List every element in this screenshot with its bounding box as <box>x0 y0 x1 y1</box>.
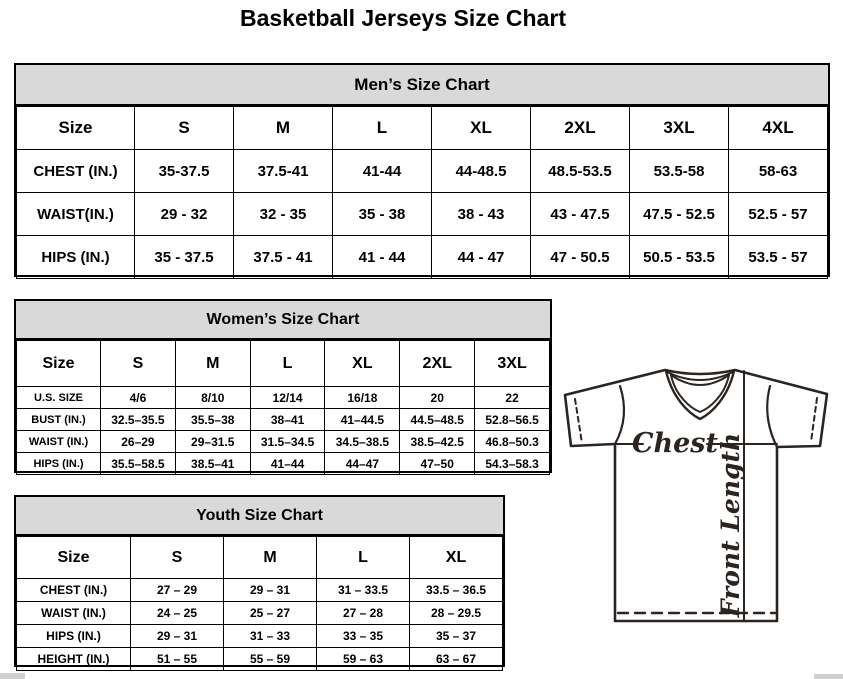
value-cell: 38–41 <box>250 409 325 431</box>
size-header-row <box>17 537 503 579</box>
row-label: HIPS (IN.) <box>17 236 135 279</box>
value-cell: 35 - 38 <box>333 193 432 236</box>
value-cell: 16/18 <box>325 387 400 409</box>
value-cell: 8/10 <box>175 387 250 409</box>
value-cell: 46.8–50.3 <box>475 431 550 453</box>
value-cell: 59 – 63 <box>317 648 410 671</box>
value-cell: 35.5–58.5 <box>101 453 176 475</box>
scrollbar-fragment-right <box>814 674 843 679</box>
column-header: 2XL <box>400 341 475 387</box>
column-header: S <box>135 107 234 150</box>
value-cell: 34.5–38.5 <box>325 431 400 453</box>
value-cell: 63 – 67 <box>410 648 503 671</box>
column-header: S <box>101 341 176 387</box>
value-cell: 58-63 <box>729 150 828 193</box>
value-cell: 24 – 25 <box>131 602 224 625</box>
value-cell: 41–44.5 <box>325 409 400 431</box>
value-cell: 37.5-41 <box>234 150 333 193</box>
value-cell: 29 – 31 <box>224 579 317 602</box>
value-cell: 22 <box>475 387 550 409</box>
value-cell: 50.5 - 53.5 <box>630 236 729 279</box>
value-cell: 44–47 <box>325 453 400 475</box>
womens-size-chart <box>14 299 552 473</box>
value-cell: 4/6 <box>101 387 176 409</box>
measurement-row <box>17 150 828 193</box>
measurement-row <box>17 648 503 671</box>
mens-chart-title: Men’s Size Chart <box>16 65 828 106</box>
row-label: BUST (IN.) <box>17 409 101 431</box>
front-length-label: Front Length <box>716 432 745 618</box>
measurement-row <box>17 409 550 431</box>
youth-chart-title: Youth Size Chart <box>16 497 503 536</box>
column-header: S <box>131 537 224 579</box>
row-label: HIPS (IN.) <box>17 453 101 475</box>
jersey-diagram <box>550 355 843 635</box>
value-cell: 25 – 27 <box>224 602 317 625</box>
value-cell: 41–44 <box>250 453 325 475</box>
value-cell: 31.5–34.5 <box>250 431 325 453</box>
measurement-row <box>17 579 503 602</box>
youth-table <box>16 536 503 671</box>
value-cell: 32.5–35.5 <box>101 409 176 431</box>
row-label: HIPS (IN.) <box>17 625 131 648</box>
column-header: XL <box>410 537 503 579</box>
value-cell: 48.5-53.5 <box>531 150 630 193</box>
value-cell: 41 - 44 <box>333 236 432 279</box>
column-header: M <box>234 107 333 150</box>
row-label: WAIST (IN.) <box>17 602 131 625</box>
value-cell: 37.5 - 41 <box>234 236 333 279</box>
measurement-row <box>17 193 828 236</box>
size-header-label: Size <box>17 341 101 387</box>
value-cell: 29 – 31 <box>131 625 224 648</box>
size-header-row <box>17 341 550 387</box>
column-header: L <box>250 341 325 387</box>
value-cell: 29–31.5 <box>175 431 250 453</box>
size-header-label: Size <box>17 107 135 150</box>
value-cell: 31 – 33.5 <box>317 579 410 602</box>
row-label: WAIST (IN.) <box>17 431 101 453</box>
measurement-row <box>17 431 550 453</box>
row-label: CHEST (IN.) <box>17 150 135 193</box>
value-cell: 52.5 - 57 <box>729 193 828 236</box>
column-header: XL <box>325 341 400 387</box>
value-cell: 38.5–41 <box>175 453 250 475</box>
value-cell: 31 – 33 <box>224 625 317 648</box>
row-label: CHEST (IN.) <box>17 579 131 602</box>
value-cell: 44 - 47 <box>432 236 531 279</box>
value-cell: 47–50 <box>400 453 475 475</box>
measurement-row <box>17 453 550 475</box>
page-title: Basketball Jerseys Size Chart <box>239 5 566 31</box>
mens-size-chart <box>14 63 830 277</box>
value-cell: 53.5-58 <box>630 150 729 193</box>
column-header: 3XL <box>475 341 550 387</box>
value-cell: 41-44 <box>333 150 432 193</box>
scrollbar-fragment-left <box>0 673 25 679</box>
row-label: U.S. SIZE <box>17 387 101 409</box>
value-cell: 27 – 29 <box>131 579 224 602</box>
column-header: M <box>224 537 317 579</box>
measurement-row <box>17 625 503 648</box>
row-label: HEIGHT (IN.) <box>17 648 131 671</box>
value-cell: 20 <box>400 387 475 409</box>
value-cell: 38.5–42.5 <box>400 431 475 453</box>
value-cell: 26–29 <box>101 431 176 453</box>
value-cell: 38 - 43 <box>432 193 531 236</box>
youth-size-chart <box>14 495 505 667</box>
column-header: XL <box>432 107 531 150</box>
value-cell: 35-37.5 <box>135 150 234 193</box>
value-cell: 27 – 28 <box>317 602 410 625</box>
value-cell: 35 – 37 <box>410 625 503 648</box>
mens-table <box>16 106 828 279</box>
value-cell: 47.5 - 52.5 <box>630 193 729 236</box>
size-header-row <box>17 107 828 150</box>
size-header-label: Size <box>17 537 131 579</box>
value-cell: 43 - 47.5 <box>531 193 630 236</box>
value-cell: 35.5–38 <box>175 409 250 431</box>
value-cell: 44.5–48.5 <box>400 409 475 431</box>
column-header: L <box>317 537 410 579</box>
womens-chart-title: Women’s Size Chart <box>16 301 550 340</box>
column-header: L <box>333 107 432 150</box>
column-header: 4XL <box>729 107 828 150</box>
chest-label: Chest <box>632 428 718 459</box>
value-cell: 44-48.5 <box>432 150 531 193</box>
value-cell: 12/14 <box>250 387 325 409</box>
value-cell: 55 – 59 <box>224 648 317 671</box>
value-cell: 29 - 32 <box>135 193 234 236</box>
column-header: M <box>175 341 250 387</box>
value-cell: 28 – 29.5 <box>410 602 503 625</box>
value-cell: 51 – 55 <box>131 648 224 671</box>
measurement-row <box>17 602 503 625</box>
value-cell: 32 - 35 <box>234 193 333 236</box>
value-cell: 52.8–56.5 <box>475 409 550 431</box>
value-cell: 54.3–58.3 <box>475 453 550 475</box>
value-cell: 33 – 35 <box>317 625 410 648</box>
measurement-row <box>17 387 550 409</box>
value-cell: 53.5 - 57 <box>729 236 828 279</box>
value-cell: 33.5 – 36.5 <box>410 579 503 602</box>
value-cell: 47 - 50.5 <box>531 236 630 279</box>
column-header: 3XL <box>630 107 729 150</box>
column-header: 2XL <box>531 107 630 150</box>
row-label: WAIST(IN.) <box>17 193 135 236</box>
womens-table <box>16 340 550 475</box>
jersey-outline-shape <box>565 370 827 621</box>
measurement-row <box>17 236 828 279</box>
value-cell: 35 - 37.5 <box>135 236 234 279</box>
